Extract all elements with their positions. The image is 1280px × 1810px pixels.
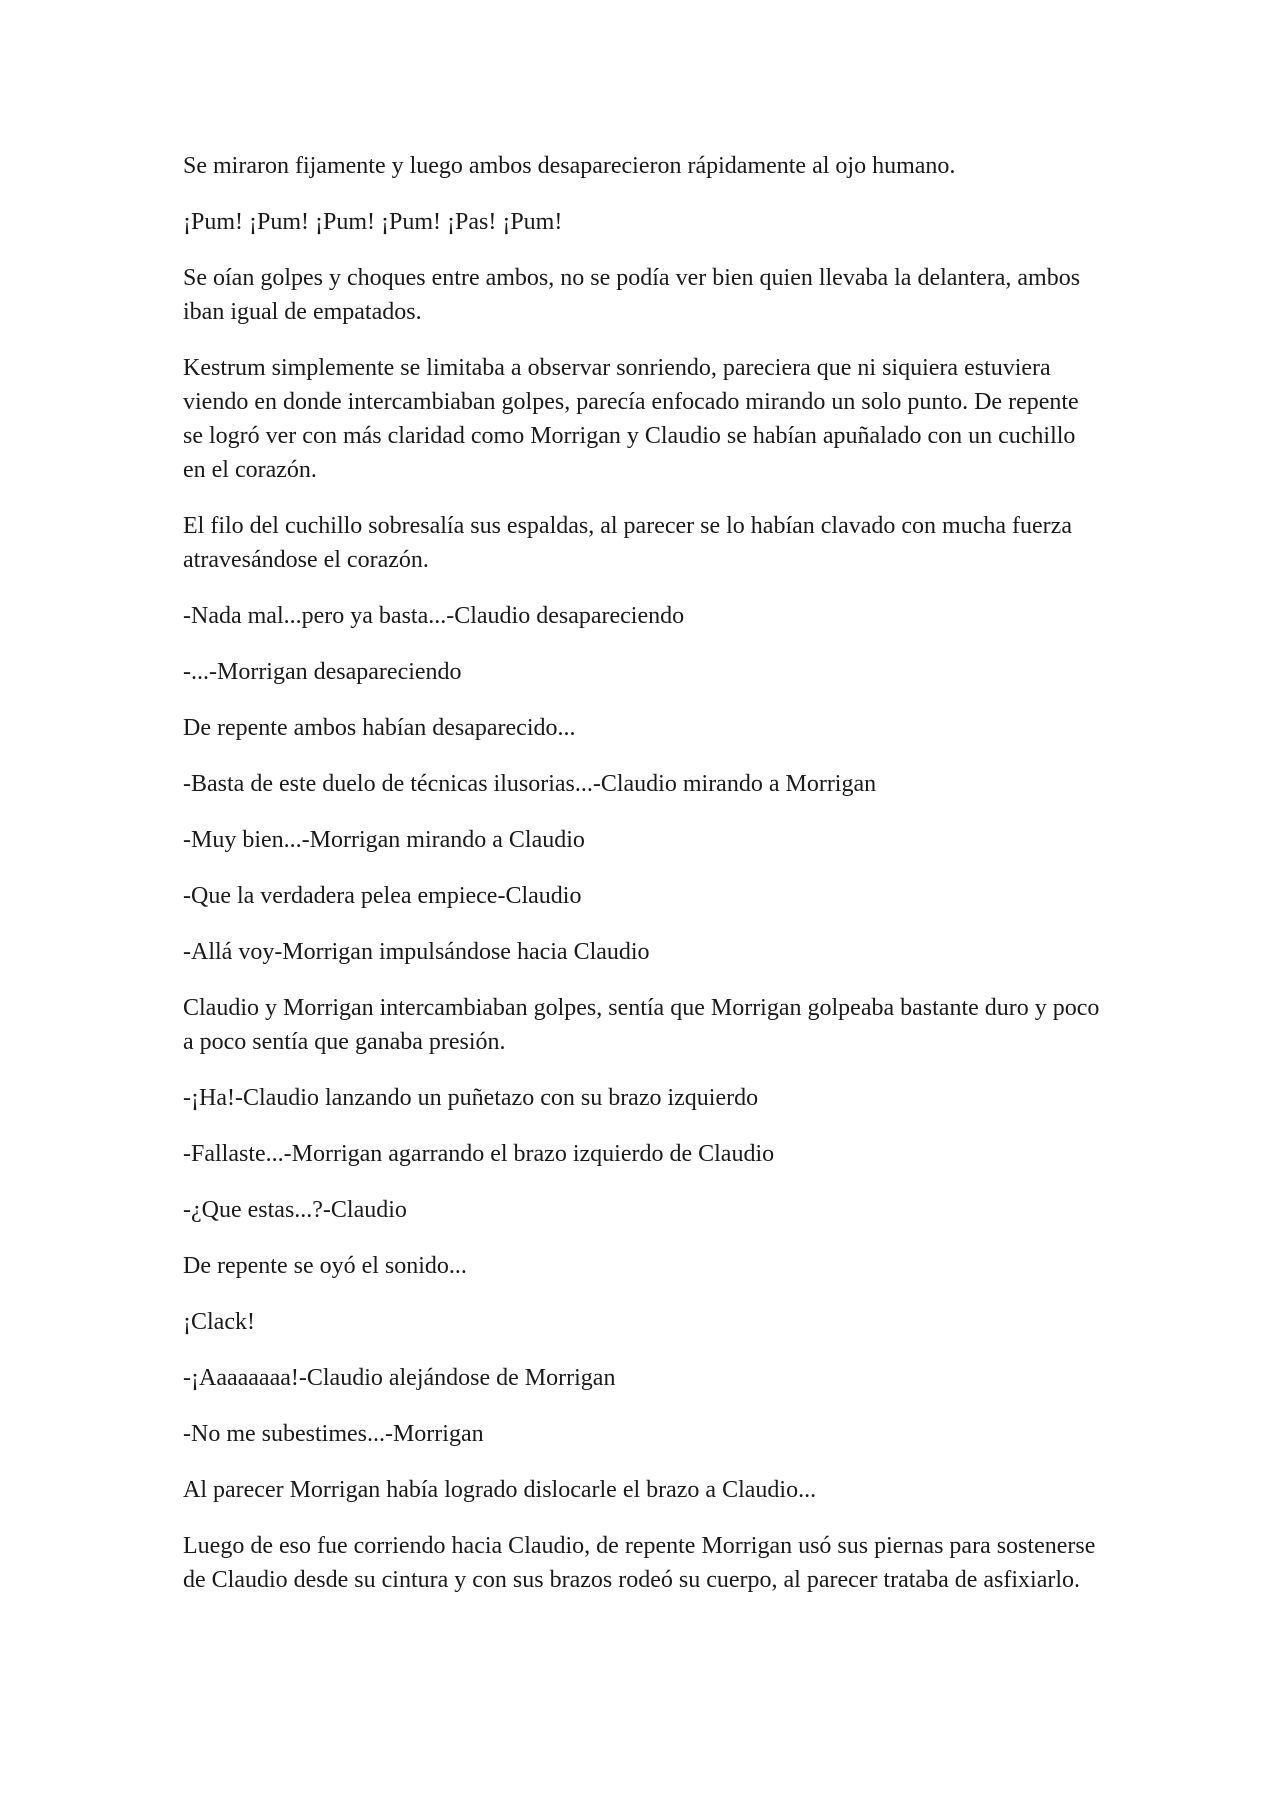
paragraph-4: Kestrum simplemente se limitaba a observar sonriendo, pareciera que ni siquiera estuviera viendo en donde intercambiaban golpes, parecía enfocado mirando un solo punto. De repente se logró ver con más claridad como Morrigan y Claudio se habían apuñalado con un cuchillo en el corazón. <box>183 355 1079 483</box>
paragraph-1: Se miraron fijamente y luego ambos desaparecieron rápidamente al ojo humano. <box>183 153 956 179</box>
paragraph-14: -¡Ha!-Claudio lanzando un puñetazo con su brazo izquierdo <box>183 1085 759 1111</box>
paragraph-3: Se oían golpes y choques entre ambos, no se podía ver bien quien llevaba la delantera, ambos iban igual de empatados. <box>183 265 1081 325</box>
paragraph-17: De repente se oyó el sonido... <box>183 1253 467 1279</box>
paragraph-6: -Nada mal...pero ya basta...-Claudio desapareciendo <box>183 603 685 629</box>
paragraph-19: -¡Aaaaaaaa!-Claudio alejándose de Morrigan <box>183 1365 616 1391</box>
paragraph-8: De repente ambos habían desaparecido... <box>183 715 576 741</box>
paragraph-16: -¿Que estas...?-Claudio <box>183 1197 407 1223</box>
document-body <box>183 149 1103 1619</box>
paragraph-10: -Muy bien...-Morrigan mirando a Claudio <box>183 827 585 853</box>
paragraph-9: -Basta de este duelo de técnicas ilusorias...-Claudio mirando a Morrigan <box>183 771 877 797</box>
paragraph-13: Claudio y Morrigan intercambiaban golpes, sentía que Morrigan golpeaba bastante duro y poco a poco sentía que ganaba presión. <box>183 995 1100 1055</box>
paragraph-18: ¡Clack! <box>183 1309 255 1335</box>
paragraph-15: -Fallaste...-Morrigan agarrando el brazo izquierdo de Claudio <box>183 1141 775 1167</box>
paragraph-11: -Que la verdadera pelea empiece-Claudio <box>183 883 582 909</box>
paragraph-5: El filo del cuchillo sobresalía sus espaldas, al parecer se lo habían clavado con mucha fuerza atravesándose el corazón. <box>183 513 1072 573</box>
paragraph-20: -No me subestimes...-Morrigan <box>183 1421 484 1447</box>
paragraph-2: ¡Pum! ¡Pum! ¡Pum! ¡Pum! ¡Pas! ¡Pum! <box>183 209 563 235</box>
paragraph-21: Al parecer Morrigan había logrado dislocarle el brazo a Claudio... <box>183 1477 817 1503</box>
paragraph-7: -...-Morrigan desapareciendo <box>183 659 462 685</box>
paragraph-22: Luego de eso fue corriendo hacia Claudio, de repente Morrigan usó sus piernas para sostenerse de Claudio desde su cintura y con sus brazos rodeó su cuerpo, al parecer trataba de asfixiarlo. <box>183 1533 1096 1593</box>
paragraph-12: -Allá voy-Morrigan impulsándose hacia Claudio <box>183 939 650 965</box>
